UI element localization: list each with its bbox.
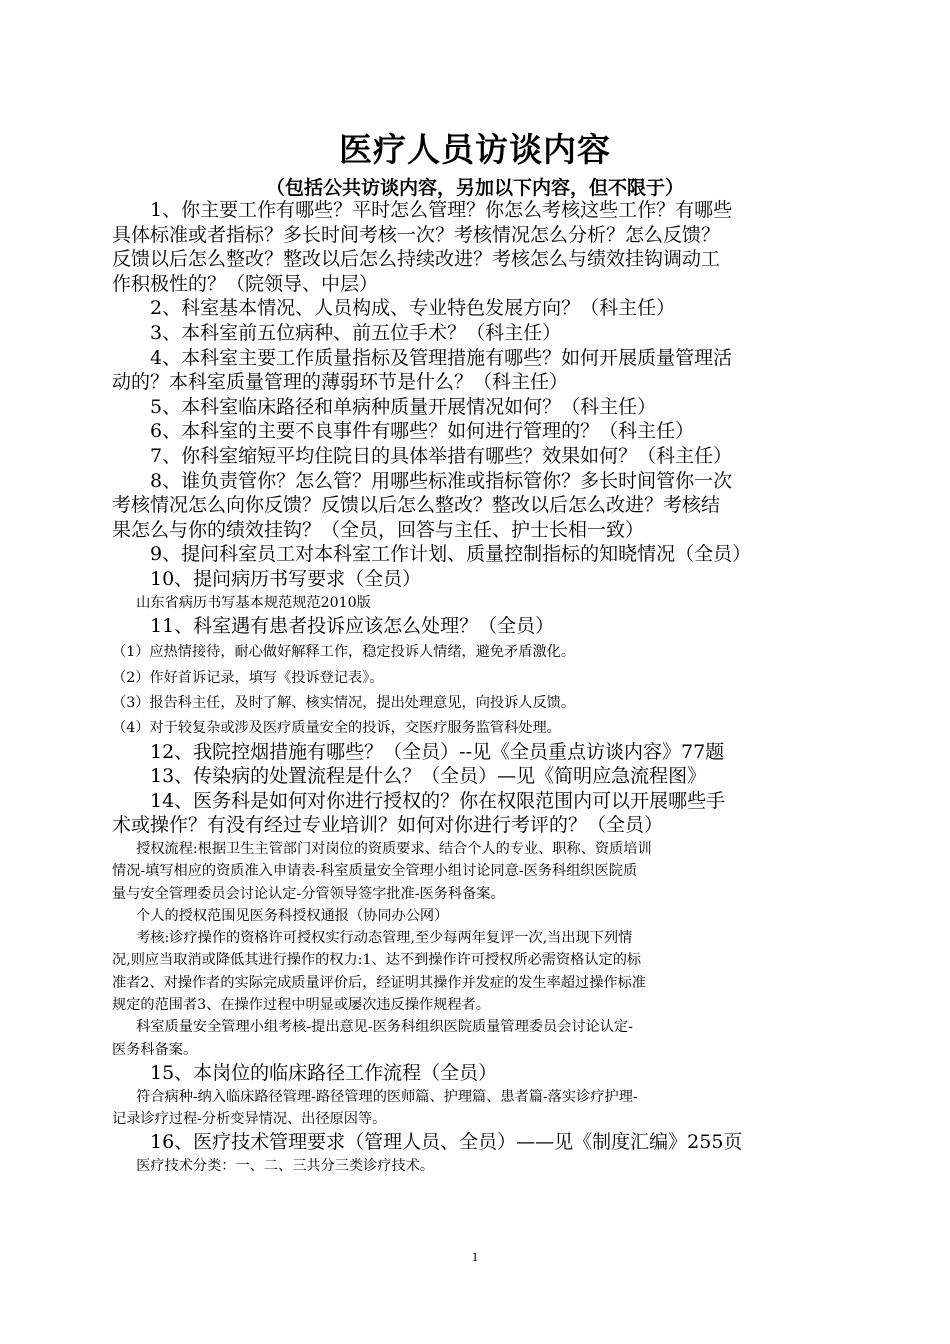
q8-line: 考核情况怎么向你反馈？反馈以后怎么整改？整改以后怎么改进？考核结	[112, 494, 721, 517]
q14-answer: 授权流程:根据卫生主管部门对岗位的资质要求、结合个人的专业、职称、资质培训	[136, 840, 652, 857]
q14-answer: 医务科备案。	[112, 1041, 198, 1058]
q3-line: 3、本科室前五位病种、前五位手术？（科主任）	[150, 321, 562, 344]
q14-answer: 科室质量安全管理小组考核-提出意见-医务科组织医院质量管理委员会讨论认定-	[136, 1019, 633, 1036]
page-subtitle: （包括公共访谈内容，另加以下内容，但不限于）	[265, 177, 684, 199]
q9-line: 9、提问科室员工对本科室工作计划、质量控制指标的知晓情况（全员）	[150, 543, 752, 566]
q15-answer: 记录诊疗过程-分析变异情况、出径原因等。	[112, 1110, 387, 1127]
q10-answer: 山东省病历书写基本规范规范2010版	[136, 594, 371, 611]
q15-answer: 符合病种-纳入临床路径管理-路径管理的医师篇、护理篇、患者篇-落实诊疗护理-	[136, 1088, 638, 1105]
page-title: 医疗人员访谈内容	[339, 130, 611, 169]
q14-answer: 量与安全管理委员会讨论认定-分管领导签字批准-医务科备案。	[112, 885, 505, 902]
q1-line: 反馈以后怎么整改？整改以后怎么持续改进？考核怎么与绩效挂钩调动工	[112, 248, 721, 271]
q2-line: 2、科室基本情况、人员构成、专业特色发展方向？（科主任）	[150, 297, 676, 320]
q14-answer: 个人的授权范围见医务科授权通报（协同办公网）	[136, 907, 449, 924]
q1-line: 1、你主要工作有哪些？平时怎么管理？你怎么考核这些工作？有哪些	[150, 199, 733, 221]
q14-answer: 准者2、对操作者的实际完成质量评价后，经证明其操作并发症的发生率超过操作标准	[112, 974, 646, 991]
q13-line: 13、传染病的处置流程是什么？（全员）—见《简明应急流程图》	[150, 765, 707, 788]
q6-line: 6、本科室的主要不良事件有哪些？如何进行管理的？（科主任）	[150, 420, 695, 443]
q1-line: 具体标准或者指标？多长时间考核一次？考核情况怎么分析？怎么反馈？	[112, 223, 721, 246]
q11-answer-item: （1）应热情接待，耐心做好解释工作，稳定投诉人情绪，避免矛盾激化。	[112, 644, 576, 661]
q5-line: 5、本科室临床路径和单病种质量开展情况如何？（科主任）	[150, 395, 657, 418]
q12-line: 12、我院控烟措施有哪些？（全员）--见《全员重点访谈内容》77题	[150, 740, 725, 763]
q14-line: 术或操作？有没有经过专业培训？如何对你进行考评的？（全员）	[112, 814, 664, 837]
q7-line: 7、你科室缩短平均住院日的具体举措有哪些？效果如何？（科主任）	[150, 444, 733, 467]
q14-answer: 考核:诊疗操作的资格许可授权实行动态管理,至少每两年复评一次,当出现下列情	[136, 930, 633, 947]
q4-line: 4、本科室主要工作质量指标及管理措施有哪些？如何开展质量管理活	[150, 346, 733, 369]
q8-line: 果怎么与你的绩效挂钩？（全员，回答与主任、护士长相一致）	[112, 518, 645, 541]
q11-answer-item: （3）报告科主任，及时了解、核实情况，提出处理意见，向投诉人反馈。	[112, 694, 576, 711]
q4-line: 动的？本科室质量管理的薄弱环节是什么？（科主任）	[112, 371, 569, 394]
page-number: 1	[471, 1249, 479, 1264]
q8-line: 8、谁负责管你？怎么管？用哪些标准或指标管你？多长时间管你一次	[150, 469, 733, 492]
q14-answer: 规定的范围者3、在操作过程中明显或屡次违反操作规程者。	[112, 997, 490, 1014]
q11-answer-item: （2）作好首诉记录，填写《投诉登记表》。	[112, 669, 384, 686]
q16-line: 16、医疗技术管理要求（管理人员、全员）——见《制度汇编》255页	[150, 1131, 743, 1154]
q14-answer: 况,则应当取消或降低其进行操作的权力:1、达不到操作许可授权所必需资格认定的标	[112, 952, 642, 969]
q1-line: 作积极性的？（院领导、中层）	[112, 272, 379, 295]
q14-answer: 情况-填写相应的资质准入申请表-科室质量安全管理小组讨论同意-医务科组织医院质	[112, 863, 638, 880]
q10-line: 10、提问病历书写要求（全员）	[150, 567, 422, 590]
document-body	[112, 198, 840, 1177]
q16-answer: 医疗技术分类：一、二、三共分三类诊疗技术。	[136, 1157, 435, 1174]
q15-line: 15、本岗位的临床路径工作流程（全员）	[150, 1061, 498, 1084]
q14-line: 14、医务科是如何对你进行授权的？你在权限范围内可以开展哪些手	[150, 789, 726, 812]
q11-line: 11、科室遇有患者投诉应该怎么处理？（全员）	[150, 614, 555, 637]
q11-answer-item: （4）对于较复杂或涉及医疗质量安全的投诉，交医疗服务监管科处理。	[112, 720, 561, 737]
